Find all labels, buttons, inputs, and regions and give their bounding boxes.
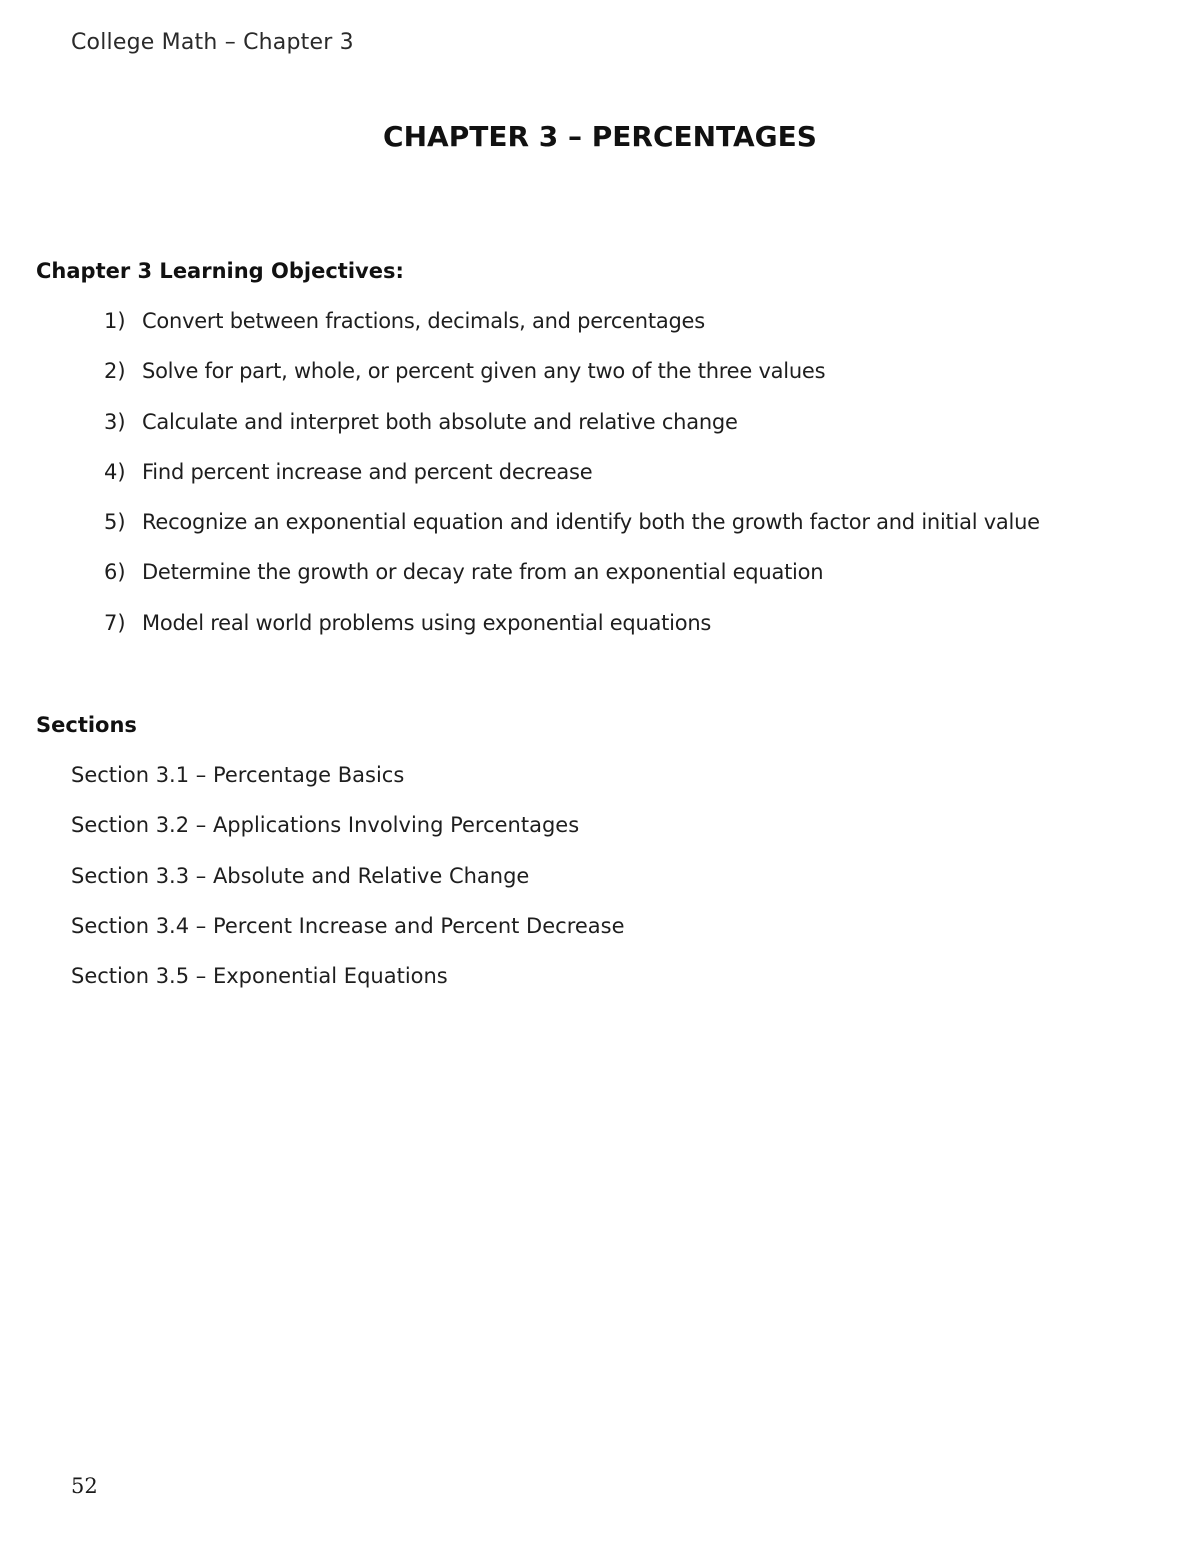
page-number: 52 <box>71 1474 98 1498</box>
section-item: Section 3.3 – Absolute and Relative Change <box>71 863 530 888</box>
section-item: Section 3.1 – Percentage Basics <box>71 763 405 787</box>
objective-number: 7) <box>104 610 126 635</box>
objective-number: 6) <box>104 560 126 585</box>
section-item: Section 3.4 – Percent Increase and Percent Decrease <box>71 913 625 938</box>
objective-number: 2) <box>104 359 126 384</box>
objective-text: Find percent increase and percent decrease <box>142 459 593 484</box>
objectives-heading: Chapter 3 Learning Objectives: <box>36 259 404 283</box>
running-header: College Math – Chapter 3 <box>71 30 354 55</box>
objective-number: 5) <box>104 510 126 535</box>
objective-text: Model real world problems using exponential equations <box>142 610 712 635</box>
objective-number: 1) <box>104 309 126 333</box>
objective-text: Determine the growth or decay rate from an exponential equation <box>142 560 824 585</box>
objective-number: 4) <box>104 459 126 484</box>
objective-text: Recognize an exponential equation and identify both the growth factor and initial value <box>142 510 1040 535</box>
objective-text: Solve for part, whole, or percent given any two of the three values <box>142 359 826 384</box>
objective-number: 3) <box>104 409 126 434</box>
sections-heading: Sections <box>36 713 137 737</box>
objective-text: Convert between fractions, decimals, and percentages <box>142 309 705 333</box>
section-item: Section 3.2 – Applications Involving Percentages <box>71 813 580 838</box>
objective-text: Calculate and interpret both absolute and relative change <box>142 409 738 434</box>
section-item: Section 3.5 – Exponential Equations <box>71 964 448 989</box>
sections-list <box>71 763 625 1014</box>
chapter-title: CHAPTER 3 – PERCENTAGES <box>383 120 817 153</box>
